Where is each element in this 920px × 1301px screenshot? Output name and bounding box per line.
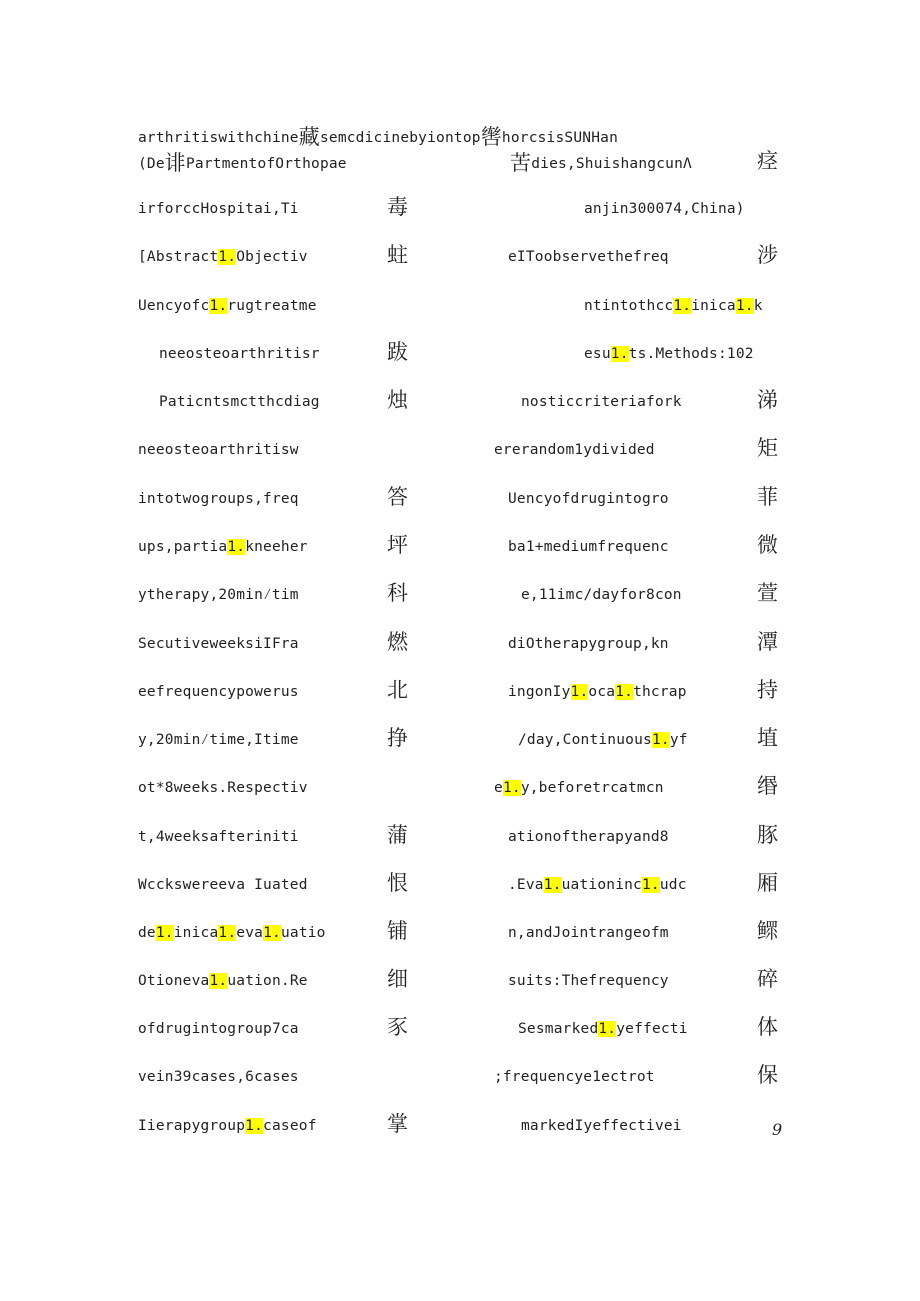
highlighted-text: 1.: [155, 925, 174, 941]
text-fragment: oca: [588, 684, 616, 700]
text-fragment: ba1+mediumfrequenc: [508, 539, 669, 555]
text-fragment: suits:Thefrequency: [508, 973, 669, 989]
line-mid-glyph: 挣: [387, 726, 408, 750]
line-edge-glyph: 痉: [757, 149, 778, 173]
text-fragment: ups,partia: [138, 539, 228, 555]
text-fragment: y,beforetrcatmcn: [520, 780, 664, 796]
text-fragment: inica: [691, 298, 736, 314]
line-left-text: [138, 489, 299, 509]
line-edge-glyph: 涉: [757, 243, 778, 267]
line-mid-glyph: 燃: [387, 630, 408, 654]
line-edge-glyph: 微: [757, 533, 778, 557]
text-fragment: ts.Methods:102: [628, 346, 754, 362]
page-number: 9: [772, 1120, 783, 1139]
text-fragment: (De: [138, 156, 165, 172]
text-fragment: PartmentofOrthopae: [186, 156, 347, 172]
text-fragment: rugtreatme: [227, 298, 317, 314]
line-left-text: [138, 827, 299, 847]
highlighted-text: 1.: [245, 1118, 264, 1134]
text-fragment: intotwogroups,freq: [138, 491, 299, 507]
line-edge-glyph: 涕: [757, 388, 778, 412]
text-fragment: de: [138, 925, 156, 941]
line-right-text: [508, 875, 687, 895]
line-right-text: [521, 585, 682, 605]
text-fragment: uatio: [280, 925, 326, 941]
text-fragment: Otioneva: [138, 973, 210, 989]
highlighted-text: 1.: [502, 780, 521, 796]
line-right-text: [494, 1067, 655, 1087]
text-fragment: udc: [659, 877, 687, 893]
line-edge-glyph: 保: [757, 1063, 778, 1087]
line-right-text: [508, 682, 687, 702]
text-fragment: ererandom1ydivided: [494, 442, 655, 458]
highlighted-text: 1.: [227, 539, 246, 555]
text-fragment: kneeher: [245, 539, 308, 555]
text-fragment: neeosteoarthritisw: [138, 442, 299, 458]
line-right-text: [510, 153, 692, 174]
line-mid-glyph: 跋: [387, 340, 408, 364]
line-right-text: [494, 778, 664, 798]
line-mid-glyph: 科: [387, 581, 408, 605]
line-left-text: [138, 730, 299, 750]
line-mid-glyph: 铺: [387, 919, 408, 943]
line-right-text: [584, 199, 745, 219]
line-right-text: [508, 923, 669, 943]
line-right-text: [508, 489, 669, 509]
line-right-text: [521, 1116, 682, 1136]
text-fragment: Iierapygroup: [138, 1118, 246, 1134]
line-mid-glyph: 蛀: [387, 243, 408, 267]
text-fragment: y,20min⁄time,Itime: [138, 732, 299, 748]
text-fragment: uationinc: [561, 877, 642, 893]
line-mid-glyph: 北: [387, 678, 408, 702]
text-fragment: yf: [669, 732, 688, 748]
line-right-text: [521, 392, 682, 412]
line-mid-glyph: 恨: [387, 871, 408, 895]
line-edge-glyph: 豚: [757, 823, 778, 847]
line-right-text: [584, 344, 754, 364]
line-left-text: [159, 344, 320, 364]
text-fragment: Uencyofc: [138, 298, 210, 314]
line-left-text: [138, 199, 299, 219]
line-left-text: [138, 440, 299, 460]
text-fragment: thcrap: [633, 684, 687, 700]
line-edge-glyph: 萱: [757, 581, 778, 605]
text-fragment: Paticntsmctthcdiag: [159, 394, 320, 410]
line-left-text: [138, 1067, 299, 1087]
text-fragment: k: [753, 298, 763, 314]
line-left-text: [159, 392, 320, 412]
highlighted-text: 1.: [610, 346, 629, 362]
text-fragment: semcdicinebyiontop: [319, 130, 481, 146]
highlighted-text: 1.: [209, 973, 228, 989]
highlighted-text: 1.: [543, 877, 562, 893]
line-mid-glyph: 烛: [387, 388, 408, 412]
text-fragment: arthritiswithchine: [138, 130, 299, 146]
line-left-text: [138, 1116, 317, 1136]
inline-cjk-glyph: 诽: [164, 151, 186, 175]
text-fragment: eefrequencypowerus: [138, 684, 299, 700]
line-left-text: [138, 682, 299, 702]
text-fragment: ;frequencye1ectrot: [494, 1069, 655, 1085]
line-right-text: [508, 247, 669, 267]
line-edge-glyph: 体: [757, 1015, 778, 1039]
line-left-text: [138, 537, 308, 557]
text-fragment: ntintothcc: [584, 298, 674, 314]
line-right-text: [508, 827, 669, 847]
text-fragment: [Abstract: [138, 249, 219, 265]
line-left-text: [138, 634, 299, 654]
highlighted-text: 1.: [641, 877, 660, 893]
line-right-text: [494, 440, 655, 460]
text-fragment: nosticcriteriafork: [521, 394, 682, 410]
text-fragment: t,4weeksafteriniti: [138, 829, 299, 845]
line-edge-glyph: 潭: [757, 630, 778, 654]
inline-cjk-glyph: 苦: [510, 151, 532, 175]
highlighted-text: 1.: [218, 249, 237, 265]
text-fragment: irforccHospitai,Ti: [138, 201, 299, 217]
text-fragment: diOtherapygroup,kn: [508, 636, 669, 652]
text-fragment: Objectiv: [236, 249, 308, 265]
text-fragment: uation.Re: [227, 973, 308, 989]
text-fragment: ytherapy,20min⁄tim: [138, 587, 299, 603]
highlighted-text: 1.: [673, 298, 692, 314]
text-fragment: Uencyofdrugintogro: [508, 491, 669, 507]
text-fragment: n,andJointrangeofm: [508, 925, 669, 941]
text-fragment: anjin300074,China): [584, 201, 745, 217]
line-mid-glyph: 细: [387, 967, 408, 991]
line-mid-glyph: 掌: [387, 1112, 408, 1136]
text-fragment: /day,Continuous: [518, 732, 652, 748]
line-edge-glyph: 碎: [757, 967, 778, 991]
line-edge-glyph: 缗: [757, 774, 778, 798]
text-fragment: ationoftherapyand8: [508, 829, 669, 845]
text-fragment: ofdrugintogroup7ca: [138, 1021, 299, 1037]
line-mid-glyph: 毒: [387, 195, 408, 219]
line-left-text: [138, 778, 308, 798]
line-right-text: [508, 971, 669, 991]
line-left-text: [138, 127, 618, 148]
inline-cjk-glyph: 藏: [298, 125, 320, 149]
line-left-text: [138, 247, 308, 267]
line-edge-glyph: 厢: [757, 871, 778, 895]
highlighted-text: 1.: [651, 732, 670, 748]
line-right-text: [518, 730, 688, 750]
line-edge-glyph: 矩: [757, 436, 778, 460]
highlighted-text: 1.: [263, 925, 281, 941]
highlighted-text: 1.: [735, 298, 754, 314]
highlighted-text: 1.: [598, 1021, 617, 1037]
line-left-text: [138, 585, 299, 605]
line-right-text: [508, 634, 669, 654]
line-left-text: [138, 1019, 299, 1039]
line-left-text: [138, 923, 326, 943]
text-fragment: eIToobservethefreq: [508, 249, 669, 265]
line-mid-glyph: 蒲: [387, 823, 408, 847]
line-mid-glyph: 答: [387, 485, 408, 509]
text-fragment: horcsisSUNHan: [501, 130, 618, 146]
highlighted-text: 1.: [615, 684, 634, 700]
line-edge-glyph: 鳏: [757, 919, 778, 943]
text-fragment: SecutiveweeksiIFra: [138, 636, 299, 652]
line-edge-glyph: 埴: [757, 726, 778, 750]
text-fragment: Sesmarked: [518, 1021, 599, 1037]
line-left-text: [138, 971, 308, 991]
line-mid-glyph: 豕: [387, 1015, 408, 1039]
text-fragment: inica: [173, 925, 219, 941]
text-fragment: neeosteoarthritisr: [159, 346, 320, 362]
line-left-text: [138, 153, 347, 174]
text-fragment: markedIyeffectivei: [521, 1118, 682, 1134]
text-fragment: ot*8weeks.Respectiv: [138, 780, 308, 796]
text-fragment: esu: [584, 346, 611, 362]
highlighted-text: 1.: [218, 925, 237, 941]
text-fragment: ingonIy: [508, 684, 571, 700]
text-fragment: Wcckswereeva Iuated: [138, 877, 308, 893]
text-fragment: e,11imc/dayfor8con: [521, 587, 682, 603]
line-right-text: [584, 296, 763, 316]
inline-cjk-glyph: 辔: [480, 125, 502, 149]
line-right-text: [508, 537, 669, 557]
line-right-text: [518, 1019, 688, 1039]
text-fragment: caseof: [263, 1118, 317, 1134]
line-left-text: [138, 296, 317, 316]
text-fragment: e: [494, 780, 503, 796]
line-edge-glyph: 持: [757, 678, 778, 702]
text-fragment: yeffecti: [616, 1021, 688, 1037]
text-fragment: .Eva: [508, 877, 544, 893]
text-fragment: vein39cases,6cases: [138, 1069, 299, 1085]
text-fragment: dies,ShuishangcunΛ: [531, 156, 692, 172]
line-mid-glyph: 坪: [387, 533, 408, 557]
highlighted-text: 1.: [209, 298, 228, 314]
text-fragment: eva: [236, 925, 264, 941]
line-left-text: [138, 875, 308, 895]
highlighted-text: 1.: [570, 684, 589, 700]
line-edge-glyph: 菲: [757, 485, 778, 509]
